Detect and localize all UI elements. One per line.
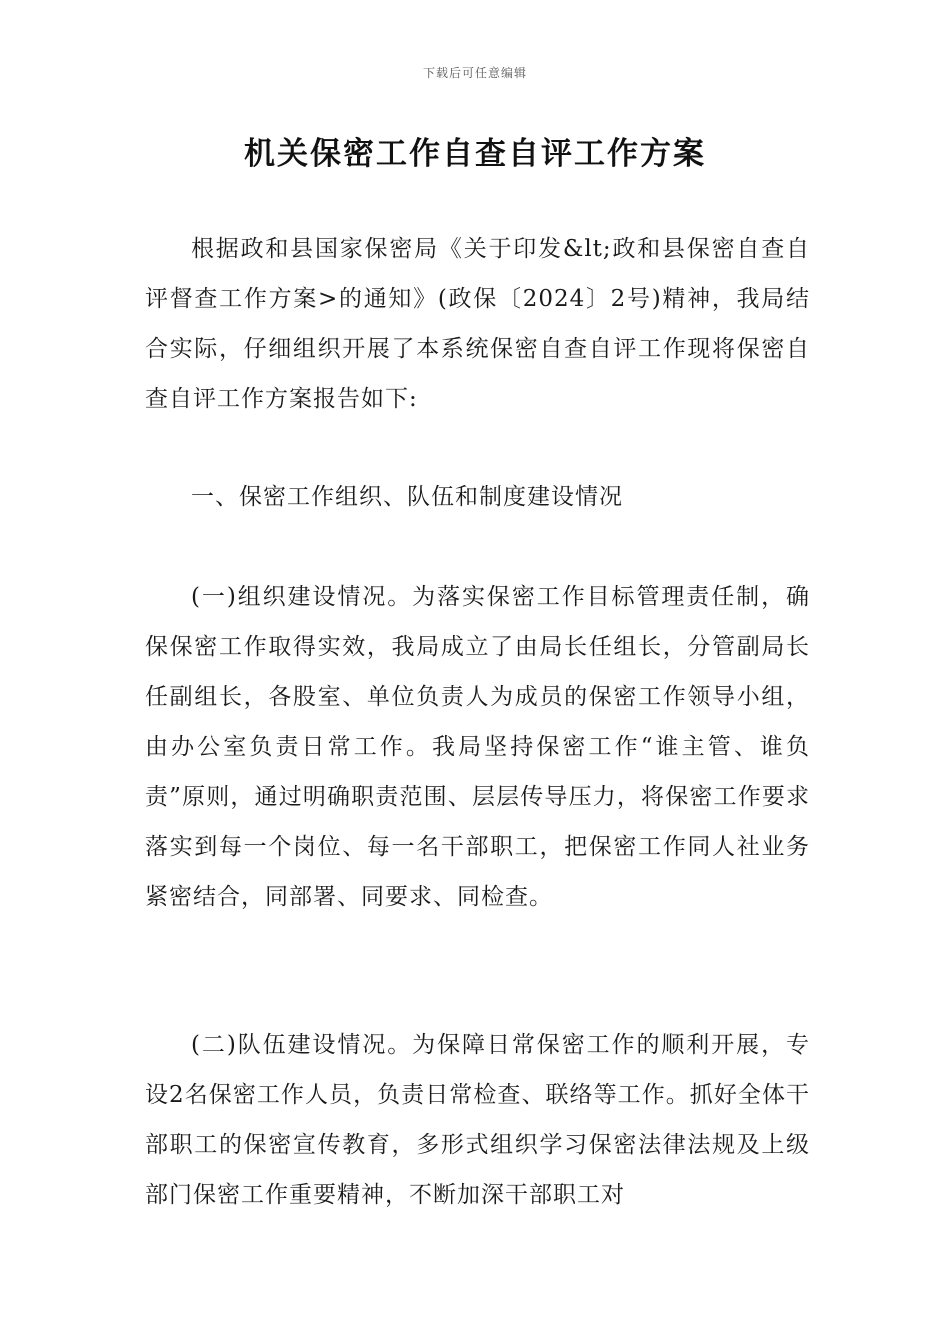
section-heading-1: 一、保密工作组织、队伍和制度建设情况 [191, 484, 623, 510]
team-paragraph: (二)队伍建设情况。为保障日常保密工作的顺利开展，专设2名保密工作人员，负责日常检查、联络等工作。抓好全体干部职工的保密宣传教育，多形式组织学习保密法律法规及上级部门保密工作重要精神，不断加深干部职工对 [145, 1032, 810, 1208]
organization-paragraph: (一)组织建设情况。为落实保密工作目标管理责任制，确保保密工作取得实效，我局成立了由局长任组长，分管副局长任副组长，各股室、单位负责人为成员的保密工作领导小组，由办公室负责日常工作。我局坚持保密工作“谁主管、谁负责”原则，通过明确职责范围、层层传导压力，将保密工作要求落实到每一个岗位、每一名干部职工，把保密工作同人社业务紧密结合，同部署、同要求、同检查。 [145, 584, 810, 910]
intro-paragraph: 根据政和县国家保密局《关于印发&lt;政和县保密自查自评督查工作方案>的通知》(政保〔2024〕2号)精神，我局结合实际，仔细组织开展了本系统保密自查自评工作现将保密自查自评工作方案报告如下: [145, 236, 810, 412]
document-title: 机关保密工作自查自评工作方案 [244, 136, 706, 172]
header-note: 下载后可任意编辑 [422, 66, 527, 80]
